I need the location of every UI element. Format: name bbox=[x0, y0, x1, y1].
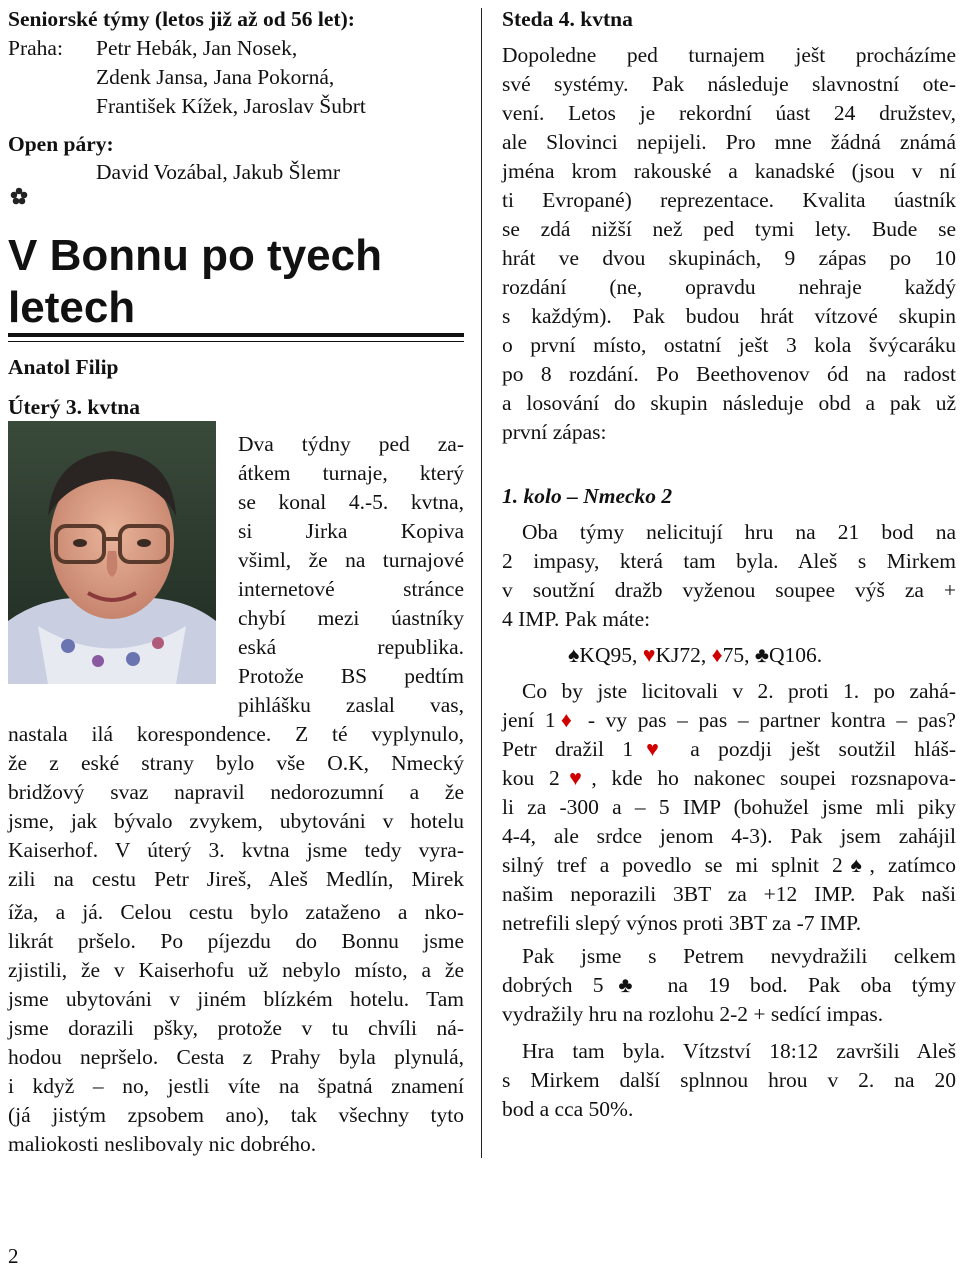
body-line-21: jsme dorazili pšky, protože v tu chvíli ná- bbox=[8, 1016, 464, 1040]
body-line-24: (já jistým zpsobem ano), tak všechny tyto bbox=[8, 1103, 464, 1127]
author: Anatol Filip bbox=[8, 355, 119, 379]
title-rule bbox=[8, 333, 464, 337]
praha-label: Praha: bbox=[8, 36, 63, 60]
body-line-4: si Jirka Kopiva bbox=[238, 519, 464, 543]
body-line-23: i když – no, jestli víte na špatná znamení bbox=[8, 1074, 464, 1098]
text-fragment: na 19 bod. Pak oba týmy bbox=[647, 973, 956, 997]
diamond-icon: ♦ bbox=[711, 643, 723, 667]
seniors-heading: Seniorské týmy (letos již až od 56 let): bbox=[8, 7, 355, 31]
open-names: David Vozábal, Jakub Šlemr bbox=[96, 160, 341, 184]
body-line-19: zjistili, že v Kaiserhofu už nebylo místo, a že bbox=[8, 958, 464, 982]
text-line: Pak jsme s Petrem nevydražili celkem bbox=[522, 944, 956, 968]
text-line bbox=[502, 735, 956, 764]
article-title-line-2: letech bbox=[8, 283, 136, 332]
heart-icon: ♥ bbox=[559, 766, 592, 790]
text-line: Co by jste licitovali v 2. proti 1. po zahá- bbox=[522, 679, 956, 703]
text-line: po 8 rozdání. Po Beethovenov ód na radost bbox=[502, 362, 956, 386]
text-line: 4-4, ale srdce jenom 4-3). Pak jsem zahájil bbox=[502, 824, 956, 848]
text-fragment: Petr dražil 1 bbox=[502, 737, 634, 761]
paragraph-schedule bbox=[502, 41, 956, 447]
body-line-5: všiml, že na turnajové bbox=[238, 548, 464, 572]
day2-heading: Steda 4. kvtna bbox=[502, 7, 633, 31]
text-line: Dopoledne ped turnajem ješt procházíme bbox=[502, 43, 956, 67]
heart-icon: ♥ bbox=[642, 643, 656, 667]
text-line: ti Evropané) reprezentace. Kvalita úastník bbox=[502, 188, 956, 212]
open-heading: Open páry: bbox=[8, 132, 114, 156]
praha-line-3: František Kížek, Jaroslav Šubrt bbox=[96, 94, 366, 118]
text-line: vení. Letos je rekordní úast 24 družstev, bbox=[502, 101, 956, 125]
flower-ornament-icon bbox=[10, 187, 28, 210]
text-line: Hra tam byla. Vítzství 18:12 završili Aleš bbox=[522, 1039, 956, 1063]
body-line-6: internetové stránce bbox=[238, 577, 464, 601]
text-line: ale Slovinci nepijeli. Pro mne žádná známá bbox=[502, 130, 956, 154]
text-line: 2 impasy, která tam byla. Aleš s Mirkem bbox=[502, 549, 956, 573]
text-fragment: a pozdji ješt soutžil hláš- bbox=[671, 737, 957, 761]
body-line-18: likrát pršelo. Po píjezdu do Bonnu jsme bbox=[8, 929, 464, 953]
text-line: své systémy. Pak následuje slavnostní ote- bbox=[502, 72, 956, 96]
praha-line-1: Petr Hebák, Jan Nosek, bbox=[96, 36, 298, 60]
text-line: netrefili slepý výnos proti 3BT za -7 IMP. bbox=[502, 911, 862, 935]
paragraph-second-deal bbox=[502, 942, 956, 1029]
body-line-7: chybí mezi úastníky bbox=[238, 606, 464, 630]
body-line-2: átkem turnaje, který bbox=[238, 461, 464, 485]
club-icon: ♣ bbox=[754, 643, 769, 667]
round1-heading: 1. kolo – Nmecko 2 bbox=[502, 484, 673, 508]
praha-line-2: Zdenk Jansa, Jana Pokorná, bbox=[96, 65, 335, 89]
text-line: bod a cca 50%. bbox=[502, 1097, 634, 1121]
body-line-1: Dva týdny ped za- bbox=[238, 432, 464, 456]
text-fragment: kou 2 bbox=[502, 766, 560, 790]
text-line: se zdá nižší než ped tymi lety. Bude se bbox=[502, 217, 956, 241]
text-line: hrát ve dvou skupinách, 9 zápas po 10 bbox=[502, 246, 956, 270]
paragraph-bidding bbox=[502, 677, 956, 938]
body-line-25: maliokosti neslibovaly nic dobrého. bbox=[8, 1132, 317, 1156]
text-line: rozdání (ne, opravdu nehraje každý bbox=[502, 275, 956, 299]
paragraph-round1 bbox=[502, 518, 956, 634]
body-line-16: zili na cestu Petr Jireš, Aleš Medlín, Mirek bbox=[8, 867, 464, 891]
body-line-22: hodou nepršelo. Cesta z Prahy byla plynulá, bbox=[8, 1045, 464, 1069]
text-line: našim neporazili 3BT za +12 IMP. Pak naši bbox=[502, 882, 956, 906]
text-line bbox=[502, 851, 956, 880]
page-number: 2 bbox=[8, 1244, 19, 1268]
text-fragment: silný tref a povedlo se mi splnit 2 bbox=[502, 853, 843, 877]
body-line-13: bridžový svaz napravil nedorozumní a že bbox=[8, 780, 464, 804]
club-icon: ♣ bbox=[603, 973, 648, 997]
text-fragment: , kde ho nakonec soupei rozsnapova- bbox=[591, 766, 956, 790]
text-line: s každým). Pak budou hrát vítzové skupin bbox=[502, 304, 956, 328]
text-line: jména krom rakouské a kanadské (jsou v ní bbox=[502, 159, 956, 183]
body-line-14: jsme, jak bývalo zvykem, ubytováni v hotelu bbox=[8, 809, 464, 833]
title-rule-thin bbox=[8, 341, 464, 342]
text-fragment: dobrých 5 bbox=[502, 973, 604, 997]
spade-icon: ♠ bbox=[842, 853, 870, 877]
clubs-holding: Q106. bbox=[769, 643, 823, 667]
text-line: v soutžní dražb vyženou soupee výš za + bbox=[502, 578, 956, 602]
body-line-20: jsme ubytováni v jiném blízkém hotelu. Tam bbox=[8, 987, 464, 1011]
body-line-8: eská republika. bbox=[238, 635, 464, 659]
diamond-icon: ♦ bbox=[555, 708, 578, 732]
text-line: Oba týmy nelicitují hru na 21 bod na bbox=[522, 520, 956, 544]
spades-holding: KQ95, bbox=[579, 643, 638, 667]
article-title-line-1: V Bonnu po tyech bbox=[8, 231, 382, 280]
body-line-11: nastala ilá korespondence. Z té vyplynulo, bbox=[8, 722, 464, 746]
body-line-15: Kaiserhof. V úterý 3. kvtna jsme tedy vyra- bbox=[8, 838, 464, 862]
body-line-3: se konal 4.-5. kvtna, bbox=[238, 490, 464, 514]
text-line: li za -300 a – 5 IMP (bohužel jsme mli piky bbox=[502, 795, 956, 819]
bridge-hand bbox=[568, 641, 822, 670]
body-line-17: íža, a já. Celou cestu bylo zataženo a nko- bbox=[8, 900, 464, 924]
text-line: 4 IMP. Pak máte: bbox=[502, 607, 651, 631]
text-fragment: , zatímco bbox=[869, 853, 956, 877]
hearts-holding: KJ72, bbox=[655, 643, 707, 667]
body-line-9: Protože BS pedtím bbox=[238, 664, 464, 688]
text-line bbox=[502, 971, 956, 1000]
text-line: a losování do skupin následuje obd a pak už bbox=[502, 391, 956, 415]
text-line: s Mirkem další splnnou hrou v 2. na 20 bbox=[502, 1068, 956, 1092]
spade-icon: ♠ bbox=[568, 643, 580, 667]
text-line bbox=[502, 764, 956, 793]
text-line: první zápas: bbox=[502, 420, 607, 444]
day1-heading: Úterý 3. kvtna bbox=[8, 395, 140, 419]
column-divider bbox=[481, 8, 482, 1158]
text-line bbox=[502, 706, 956, 735]
text-line: o první místo, ostatní ješt 3 kola švýcaráku bbox=[502, 333, 956, 357]
body-line-12: že z eské strany bylo vše O.K, Nmecký bbox=[8, 751, 464, 775]
text-fragment: - vy pas – pas – partner kontra – pas? bbox=[577, 708, 956, 732]
heart-icon: ♥ bbox=[633, 737, 672, 761]
author-photo bbox=[8, 421, 216, 684]
diamonds-holding: 75, bbox=[722, 643, 750, 667]
paragraph-result bbox=[502, 1037, 956, 1124]
text-line: vydražily hru na rozlohu 2-2 + sedící impas. bbox=[502, 1002, 884, 1026]
body-line-10: pihlášku zaslal vas, bbox=[238, 693, 464, 717]
text-fragment: jení 1 bbox=[502, 708, 556, 732]
